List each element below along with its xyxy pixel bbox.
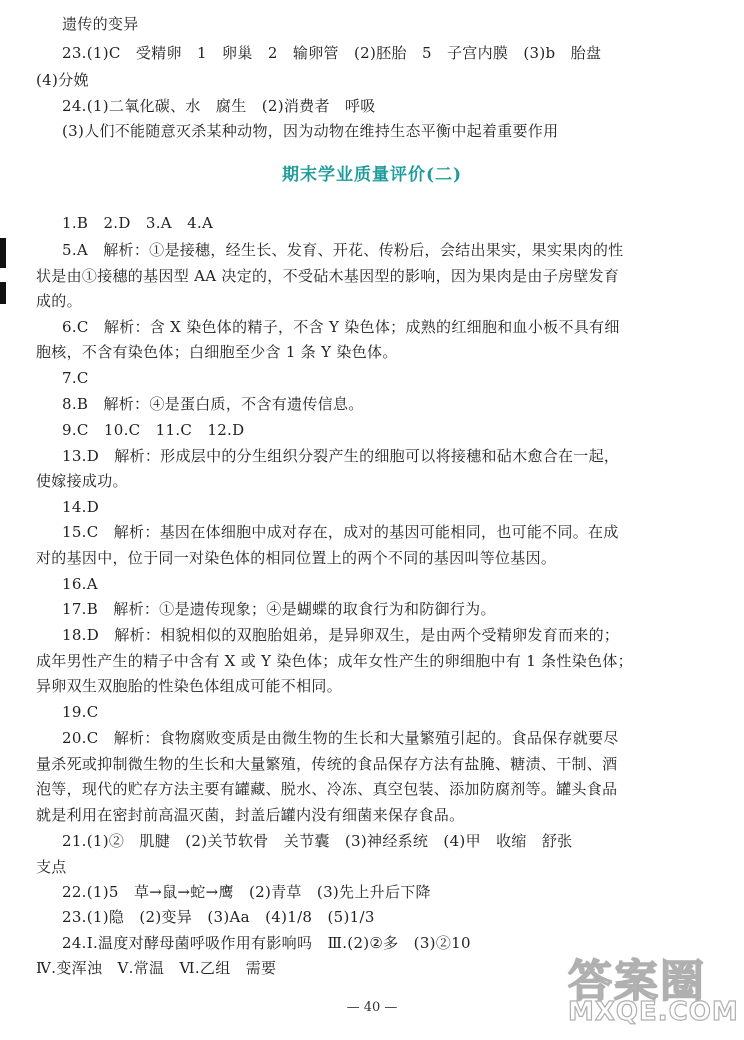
answer-line: 23.(1)隐 (2)变异 (3)Aa (4)1/8 (5)1/3 <box>62 908 375 926</box>
answer-line: 量杀死或抑制微生物的生长和大量繁殖，传统的食品保存方法有盐腌、糖渍、干制、酒 <box>36 755 618 773</box>
answer-line: 支点 <box>36 858 67 876</box>
answer-line: 23.(1)C 受精卵 1 卵巢 2 输卵管 (2)胚胎 5 子宫内膜 (3)b 胎盘 <box>62 44 602 62</box>
scan-edge-mark <box>0 282 6 304</box>
answer-line: 9.C 10.C 11.C 12.D <box>62 421 245 439</box>
answer-line: 遗传的变异 <box>62 15 139 33</box>
answer-line: 7.C <box>62 369 89 387</box>
watermark-top-text: 答案圈 <box>568 956 706 1007</box>
page-number: — 40 — <box>346 1000 398 1015</box>
answer-line: 13.D 解析：形成层中的分生组织分裂产生的细胞可以将接穗和砧木愈合在一起， <box>62 447 620 465</box>
answer-line: 异卵双生双胞胎的性染色体组成可能不相同。 <box>36 677 343 695</box>
answer-line: Ⅳ.变浑浊 Ⅴ.常温 Ⅵ.乙组 需要 <box>36 959 277 977</box>
answer-line: 对的基因中，位于同一对染色体的相同位置上的两个不同的基因叫等位基因。 <box>36 549 557 567</box>
answer-line: 22.(1)5 草→鼠→蛇→鹰 (2)青草 (3)先上升后下降 <box>62 883 431 901</box>
answer-line: 1.B 2.D 3.A 4.A <box>62 214 214 232</box>
answer-line: 胞核，不含有染色体；白细胞至少含 1 条 Y 染色体。 <box>36 343 398 361</box>
answer-line: 8.B 解析：④是蛋白质，不含有遗传信息。 <box>62 395 364 413</box>
answer-line: 24.Ⅰ.温度对酵母菌呼吸作用有影响吗 Ⅲ.(2)②多 (3)②10 <box>62 934 471 952</box>
answer-line: 状是由①接穗的基因型 AA 决定的，不受砧木基因型的影响，因为果肉是由子房壁发育 <box>36 267 620 285</box>
answer-line: 6.C 解析：含 X 染色体的精子，不含 Y 染色体；成熟的红细胞和血小板不具有细 <box>62 318 620 336</box>
watermark-bottom-text: MXQE.COM <box>568 997 739 1027</box>
answer-line: 成的。 <box>36 292 82 310</box>
section-title: 期末学业质量评价(二) <box>281 165 463 185</box>
answer-line: 17.B 解析：①是遗传现象；④是蝴蝶的取食行为和防御行为。 <box>62 600 496 618</box>
answer-line: 20.C 解析：食物腐败变质是由微生物的生长和大量繁殖引起的。食品保存就要尽 <box>62 729 619 747</box>
answer-line: 24.(1)二氧化碳、水 腐生 (2)消费者 呼吸 <box>62 97 376 115</box>
answer-line: 16.A <box>62 575 98 593</box>
answer-line: (3)人们不能随意灭杀某种动物，因为动物在维持生态平衡中起着重要作用 <box>62 122 559 140</box>
answer-line: 成年男性产生的精子中含有 X 或 Y 染色体；成年女性产生的卵细胞中有 1 条性染色体； <box>36 652 633 670</box>
answer-line: 使嫁接成功。 <box>36 472 128 490</box>
answer-line: 就是利用在密封前高温灭菌，封盖后罐内没有细菌来保存食品。 <box>36 806 465 824</box>
watermark-logo <box>560 945 739 1035</box>
scan-edge-mark <box>0 238 6 268</box>
answer-line: 18.D 解析：相貌相似的双胞胎姐弟，是异卵双生，是由两个受精卵发育而来的； <box>62 626 620 644</box>
answer-line: 5.A 解析：①是接穗，经生长、发育、开花、传粉后，会结出果实，果实果肉的性 <box>62 241 624 259</box>
answer-line: (4)分娩 <box>36 71 89 89</box>
answer-line: 15.C 解析：基因在体细胞中成对存在，成对的基因可能相同，也可能不同。在成 <box>62 523 619 541</box>
answer-line: 14.D <box>62 498 100 516</box>
answer-line: 泡等，现代的贮存方法主要有罐藏、脱水、冷冻、真空包装、添加防腐剂等。罐头食品 <box>36 780 618 798</box>
answer-line: 21.(1)② 肌腱 (2)关节软骨 关节囊 (3)神经系统 (4)甲 收缩 舒张 <box>62 832 573 850</box>
answer-line: 19.C <box>62 703 99 721</box>
